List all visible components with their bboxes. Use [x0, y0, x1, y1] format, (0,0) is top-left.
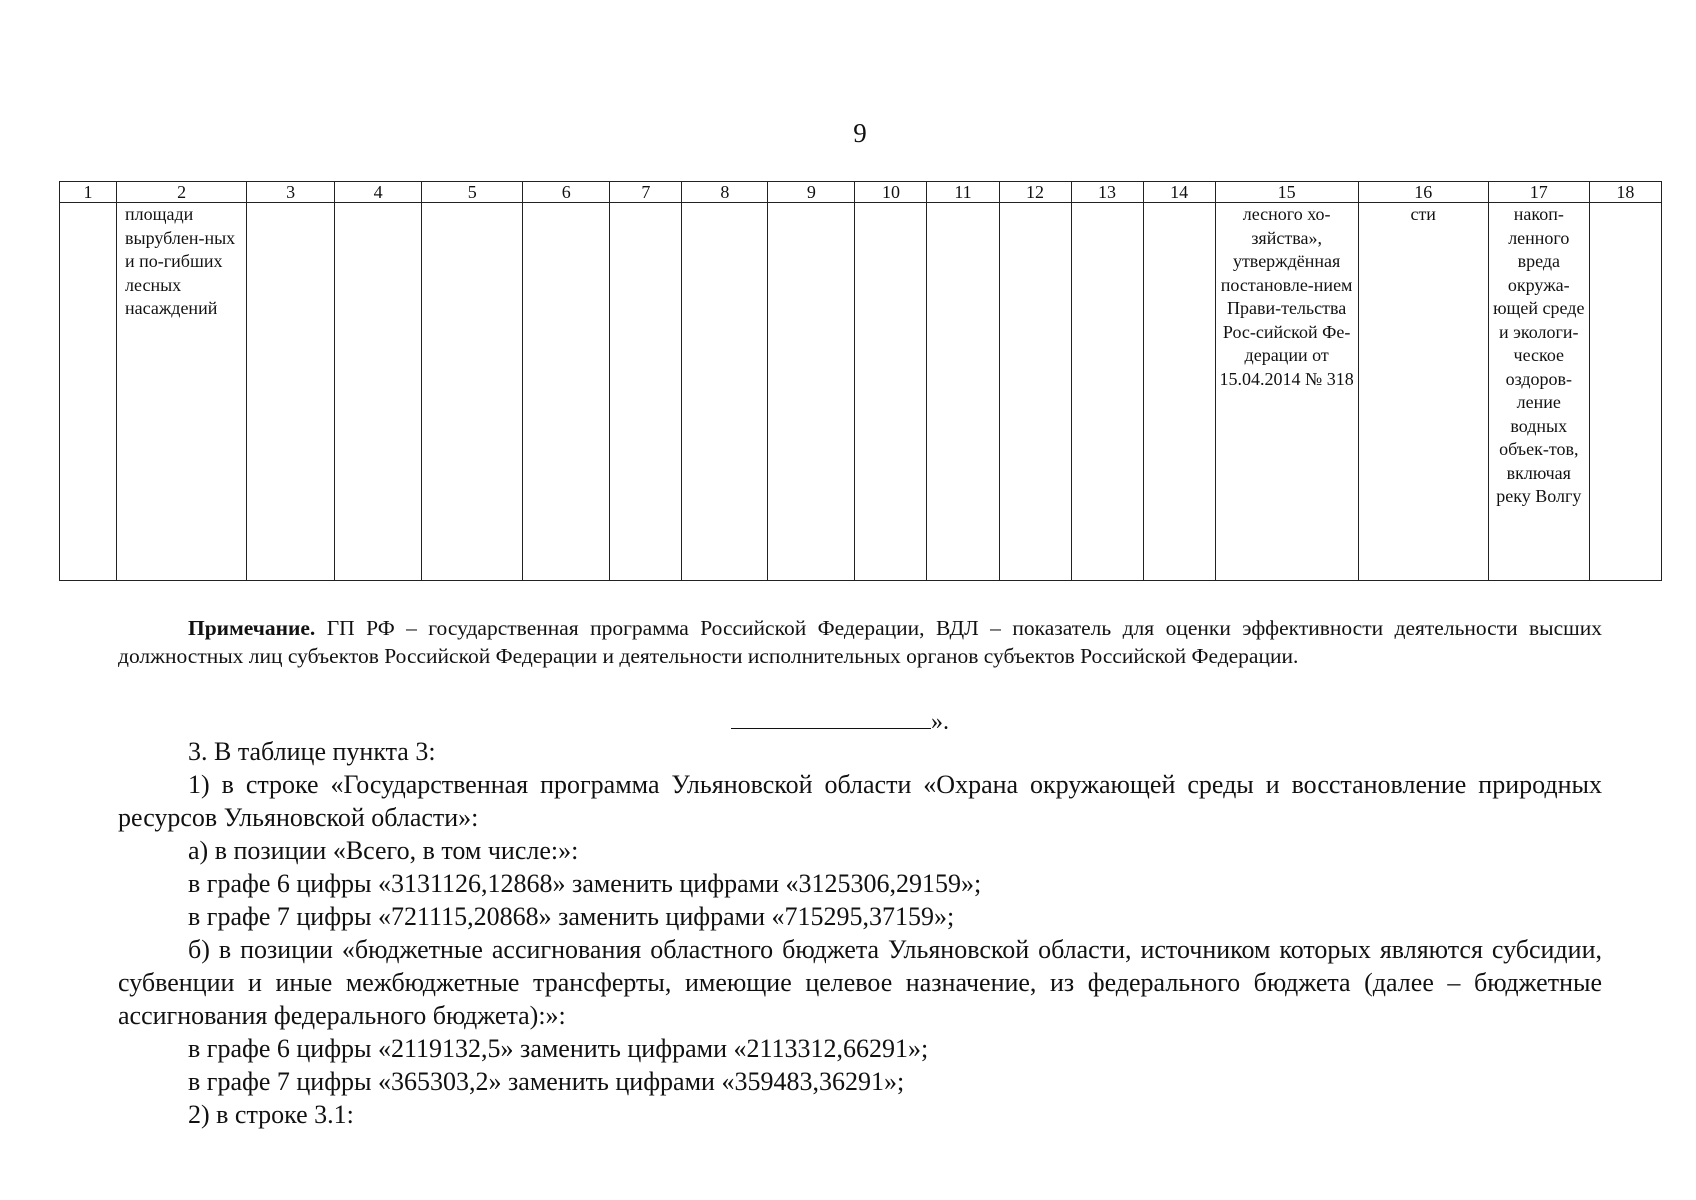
paragraph: а) в позиции «Всего, в том числе:»:: [188, 836, 579, 865]
column-header: 6: [523, 182, 610, 203]
table-cell: [1071, 203, 1143, 581]
table-cell: [768, 203, 855, 581]
column-header: 11: [927, 182, 999, 203]
column-header: 10: [855, 182, 927, 203]
table-cell: [60, 203, 117, 581]
column-header: 8: [682, 182, 768, 203]
separator-line: [731, 708, 931, 729]
note-text: ГП РФ – государственная программа Российской Федерации, ВДЛ – показатель для оценки эффективности деятельности высших должностных лиц субъектов Российской Федерации и деятельности исполнительных органов субъектов Российской Федерации.: [118, 616, 1602, 668]
table-cell-col2: площади вырублен-ных и по-гибших лесных насаждений: [117, 203, 247, 581]
paragraph: 1) в строке «Государственная программа Ульяновской области «Охрана окружающей среды и восстановление природных ресурсов Ульяновской области»:: [118, 770, 1602, 832]
paragraph: б) в позиции «бюджетные ассигнования областного бюджета Ульяновской области, источником которых являются субсидии, субвенции и иные межбюджетные трансферты, имеющие целевое назначение, из федерального бюджета (далее – бюджетные ассигнования федерального бюджета):»:: [118, 935, 1602, 1030]
paragraph: в графе 7 цифры «721115,20868» заменить цифрами «715295,37159»;: [188, 902, 955, 931]
table-cell: [927, 203, 999, 581]
table-cell: [247, 203, 335, 581]
table-cell: [682, 203, 768, 581]
column-header: 14: [1143, 182, 1215, 203]
table-cell: [855, 203, 927, 581]
column-header: 13: [1071, 182, 1143, 203]
table-cell: [523, 203, 610, 581]
closing-quote: ».: [931, 709, 949, 735]
column-header: 9: [768, 182, 855, 203]
column-header: 18: [1589, 182, 1661, 203]
table-cell: [1589, 203, 1661, 581]
paragraph: в графе 7 цифры «365303,2» заменить цифрами «359483,36291»;: [188, 1067, 905, 1096]
column-header: 7: [610, 182, 682, 203]
column-header: 4: [335, 182, 422, 203]
column-header: 5: [422, 182, 523, 203]
column-header: 3: [247, 182, 335, 203]
table-cell: [335, 203, 422, 581]
column-header: 12: [999, 182, 1071, 203]
table-cell-col17: накоп-ленного вреда окружа-ющей среде и экологи-ческое оздоров-ление водных объек-тов, включая реку Волгу: [1488, 203, 1589, 581]
paragraph: в графе 6 цифры «2119132,5» заменить цифрами «2113312,66291»;: [188, 1034, 929, 1063]
table-cell-col15: лесного хо-зяйства», утверждённая постановле-нием Прави-тельства Рос-сийской Фе-дерации от 15.04.2014 № 318: [1215, 203, 1358, 581]
table-header-row: [60, 182, 1662, 203]
note-label: Примечание.: [188, 616, 316, 640]
column-header: 15: [1215, 182, 1358, 203]
table-cell: [999, 203, 1071, 581]
table-cell-col16: сти: [1358, 203, 1488, 581]
continuation-table: [59, 181, 1662, 581]
table-cell: [422, 203, 523, 581]
table-row: [60, 203, 1662, 581]
paragraph: 3. В таблице пункта 3:: [188, 737, 436, 766]
paragraph: в графе 6 цифры «3131126,12868» заменить цифрами «3125306,29159»;: [188, 869, 982, 898]
column-header: 1: [60, 182, 117, 203]
page-number: 9: [853, 118, 867, 148]
end-of-table-mark: [0, 708, 1680, 736]
document-body: [118, 735, 1602, 1131]
table-cell: [1143, 203, 1215, 581]
column-header: 17: [1488, 182, 1589, 203]
column-header: 16: [1358, 182, 1488, 203]
note-paragraph: [118, 614, 1602, 670]
table-cell: [610, 203, 682, 581]
column-header: 2: [117, 182, 247, 203]
paragraph: 2) в строке 3.1:: [188, 1100, 354, 1129]
